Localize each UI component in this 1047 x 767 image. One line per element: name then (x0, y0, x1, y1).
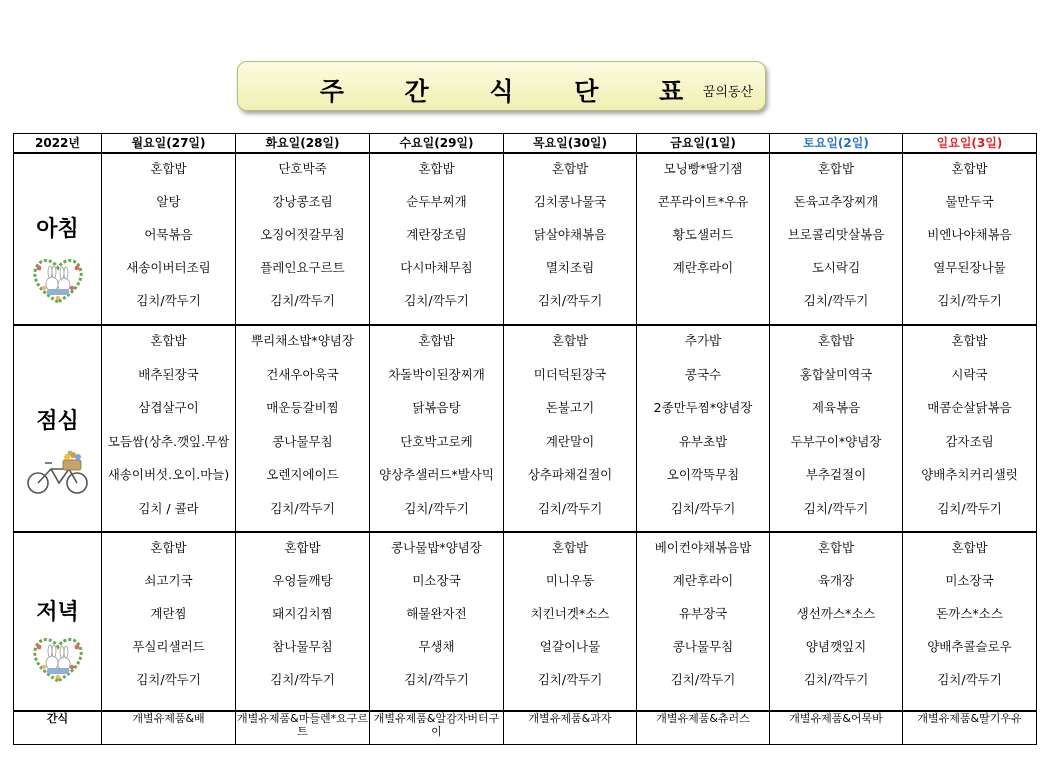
menu-item: 삼겹살구이 (138, 400, 199, 415)
meal-row-breakfast (14, 153, 1037, 325)
day-header-sun: 일요일(3일) (903, 134, 1037, 154)
menu-item: 김치/깍두기 (404, 672, 469, 687)
snack-row (14, 711, 1037, 745)
menu-item: 계란찜 (150, 606, 187, 621)
menu-item: 상추파채겉절이 (527, 467, 613, 482)
day-header-wed: 수요일(29일) (370, 134, 504, 154)
menu-cell-thu (504, 153, 637, 325)
menu-item: 양념깻잎지 (805, 639, 867, 654)
menu-item: 김치/깍두기 (270, 500, 335, 516)
menu-item (637, 290, 769, 323)
menu-item: 알탕 (156, 194, 181, 209)
menu-cell-fri (637, 325, 770, 532)
menu-cell-thu (504, 325, 637, 532)
menu-item: 김치/깍두기 (803, 672, 869, 687)
menu-item: 김치/깍두기 (136, 672, 201, 687)
menu-item: 도시락김 (811, 260, 861, 275)
menu-item: 김치/깍두기 (537, 293, 603, 308)
menu-item: 모닝빵*딸기잼 (663, 161, 743, 176)
menu-item: 건새우아욱국 (266, 366, 339, 382)
menu-item: 김치 / 콜라 (138, 500, 199, 516)
menu-item: 새송이버섯.오이.마늘) (107, 467, 230, 482)
menu-item: 유부초밥 (678, 433, 728, 449)
menu-item: 김치/깍두기 (803, 500, 869, 516)
menu-item: 혼합밥 (150, 540, 187, 555)
menu-cell-sun (903, 325, 1037, 532)
menu-item: 양배추치커리샐럿 (921, 467, 1018, 482)
menu-item: 김치/깍두기 (404, 293, 469, 308)
menu-cell-wed (370, 532, 504, 711)
menu-item: 미더덕된장국 (533, 366, 607, 382)
menu-item: 홍합살미역국 (799, 366, 873, 382)
menu-cell-wed (370, 325, 504, 532)
title-box (237, 61, 766, 111)
menu-item: 매콤순살닭볶음 (927, 400, 1012, 415)
menu-item: 콩나물무침 (672, 639, 734, 654)
meal-name: 점심 (36, 409, 79, 434)
menu-item: 어묵볶음 (144, 227, 193, 242)
menu-item: 배추된장국 (138, 366, 199, 382)
bunny-wreath-icon (30, 633, 86, 689)
snack-cell-thu: 개별유제품&과자 (504, 711, 637, 745)
menu-item: 양배추콜슬로우 (927, 639, 1012, 654)
menu-cell-tue (236, 532, 370, 711)
weekly-menu-table (13, 133, 1037, 745)
menu-item: 돈육고추장찌개 (793, 194, 879, 209)
menu-item: 비엔나야채볶음 (927, 227, 1012, 242)
menu-item: 얼갈이나물 (539, 639, 601, 654)
menu-cell-sat (770, 532, 903, 711)
menu-item: 계란후라이 (672, 573, 734, 588)
snack-cell-tue: 개별유제품&마들렌*요구르트 (236, 711, 370, 745)
menu-cell-tue (236, 153, 370, 325)
page-subtitle: 꿈의동산 (702, 85, 753, 100)
menu-item: 유부장국 (678, 606, 728, 621)
menu-item: 닭살야채볶음 (533, 227, 607, 242)
menu-item: 우엉들깨탕 (272, 573, 333, 588)
meal-label-cell (14, 532, 102, 711)
menu-item: 콘푸라이트*우유 (657, 194, 749, 209)
menu-item: 콩나물밥*양념장 (391, 540, 482, 555)
snack-cell-mon: 개별유제품&배 (102, 711, 236, 745)
menu-item: 무생채 (418, 639, 455, 654)
menu-item: 돼지김치찜 (272, 606, 333, 621)
menu-cell-tue (236, 325, 370, 532)
menu-item: 김치/깍두기 (537, 500, 603, 516)
menu-item: 김치/깍두기 (937, 672, 1002, 687)
menu-item: 단호박죽 (278, 161, 327, 176)
menu-item: 오이깍뚝무침 (666, 467, 740, 482)
menu-item: 혼합밥 (150, 161, 187, 176)
menu-item: 혼합밥 (418, 161, 455, 176)
meal-name: 아침 (36, 217, 79, 242)
menu-item: 치킨너겟*소스 (530, 606, 610, 621)
menu-item: 브로콜리맛살볶음 (787, 227, 885, 242)
menu-item: 김치/깍두기 (537, 672, 603, 687)
menu-item: 부추겉절이 (805, 467, 867, 482)
menu-item: 감자조림 (945, 433, 994, 449)
menu-item: 혼합밥 (150, 333, 187, 348)
menu-item: 혼합밥 (551, 161, 589, 176)
menu-item: 쇠고기국 (144, 573, 193, 588)
menu-item: 콩국수 (684, 366, 722, 382)
menu-cell-wed (370, 153, 504, 325)
menu-item: 혼합밥 (817, 161, 855, 176)
snack-cell-sun: 개별유제품&딸기우유 (903, 711, 1037, 745)
menu-item: 콩나물무침 (272, 433, 333, 449)
menu-item: 뿌리채소밥*양념장 (251, 333, 354, 348)
menu-item: 새송이버터조림 (126, 260, 211, 275)
menu-item: 혼합밥 (951, 161, 988, 176)
snack-cell-fri: 개별유제품&츄러스 (637, 711, 770, 745)
menu-item: 김치/깍두기 (404, 500, 469, 516)
menu-item: 김치/깍두기 (937, 293, 1002, 308)
menu-cell-mon (102, 153, 236, 325)
meal-label-cell (14, 153, 102, 325)
snack-cell-sat: 개별유제품&어묵바 (770, 711, 903, 745)
menu-cell-mon (102, 532, 236, 711)
snack-cell-wed: 개별유제품&알감자버터구이 (370, 711, 504, 745)
menu-item: 미니우동 (545, 573, 595, 588)
meal-row-lunch (14, 325, 1037, 532)
menu-item: 단호박고로케 (400, 433, 473, 449)
menu-item: 김치콩나물국 (533, 194, 607, 209)
menu-cell-sat (770, 153, 903, 325)
flower-bicycle-icon (25, 450, 91, 500)
menu-item: 순두부찌개 (406, 194, 467, 209)
menu-cell-sun (903, 532, 1037, 711)
menu-item: 혼합밥 (284, 540, 321, 555)
day-header-mon: 월요일(27일) (102, 134, 236, 154)
menu-item: 육개장 (817, 573, 855, 588)
menu-cell-sun (903, 153, 1037, 325)
menu-item: 플레인요구르트 (260, 260, 345, 275)
meal-row-dinner (14, 532, 1037, 711)
menu-item: 참나물무침 (272, 639, 333, 654)
menu-item: 2종만두찜*양념장 (653, 400, 753, 415)
menu-cell-sat (770, 325, 903, 532)
menu-item: 매운등갈비찜 (266, 400, 339, 415)
menu-item: 김치/깍두기 (937, 500, 1002, 516)
menu-item: 혼합밥 (817, 540, 855, 555)
menu-cell-fri (637, 153, 770, 325)
menu-item: 멸치조림 (545, 260, 595, 275)
menu-cell-fri (637, 532, 770, 711)
menu-item: 생선까스*소스 (796, 606, 876, 621)
menu-item: 계란후라이 (672, 260, 734, 275)
snack-label: 간식 (14, 711, 102, 745)
menu-item: 차돌박이된장찌개 (388, 366, 485, 382)
menu-item: 미소장국 (412, 573, 461, 588)
menu-item: 김치/깍두기 (670, 500, 736, 516)
menu-item: 혼합밥 (418, 333, 455, 348)
menu-item: 미소장국 (945, 573, 994, 588)
day-header-fri: 금요일(1일) (637, 134, 770, 154)
meal-name: 저녁 (36, 600, 79, 625)
menu-item: 열무된장나물 (933, 260, 1006, 275)
menu-item: 오징어젓갈무침 (260, 227, 345, 242)
menu-item: 혼합밥 (551, 333, 589, 348)
meal-label-cell (14, 325, 102, 532)
menu-item: 닭볶음탕 (412, 400, 461, 415)
menu-item: 김치/깍두기 (270, 293, 335, 308)
menu-item: 혼합밥 (551, 540, 589, 555)
menu-item: 돈불고기 (545, 400, 595, 415)
menu-item: 물만두국 (945, 194, 994, 209)
day-header-thu: 목요일(30일) (504, 134, 637, 154)
menu-item: 돈까스*소스 (936, 606, 1003, 621)
menu-item: 제육볶음 (811, 400, 861, 415)
menu-item: 혼합밥 (951, 333, 988, 348)
menu-item: 김치/깍두기 (803, 293, 869, 308)
bunny-wreath-icon (30, 254, 86, 310)
menu-item: 김치/깍두기 (270, 672, 335, 687)
menu-item: 모듬쌈(상추.깻잎.무쌈 (107, 433, 230, 449)
menu-item: 오렌지에이드 (266, 467, 339, 482)
menu-item: 다시마채무침 (400, 260, 473, 275)
menu-item: 베이컨야채볶음밥 (654, 540, 752, 555)
menu-item: 양상추샐러드*발사믹 (379, 467, 494, 482)
menu-cell-mon (102, 325, 236, 532)
menu-cell-thu (504, 532, 637, 711)
menu-item: 혼합밥 (817, 333, 855, 348)
menu-item: 푸실리샐러드 (132, 639, 205, 654)
page-title: 주 간 식 단 표 (319, 77, 710, 106)
menu-item: 시락국 (951, 366, 988, 382)
day-header-tue: 화요일(28일) (236, 134, 370, 154)
menu-item: 강낭콩조림 (272, 194, 333, 209)
menu-item: 계란말이 (545, 433, 595, 449)
menu-item: 추가밥 (684, 333, 722, 348)
menu-item: 황도샐러드 (672, 227, 734, 242)
menu-item: 김치/깍두기 (136, 293, 201, 308)
year-header: 2022년 (14, 134, 102, 154)
menu-item: 혼합밥 (951, 540, 988, 555)
menu-item: 두부구이*양념장 (790, 433, 882, 449)
day-header-sat: 토요일(2일) (770, 134, 903, 154)
menu-item: 해물완자전 (406, 606, 467, 621)
menu-item: 김치/깍두기 (670, 672, 736, 687)
header-row (14, 134, 1037, 154)
menu-item: 계란장조림 (406, 227, 467, 242)
